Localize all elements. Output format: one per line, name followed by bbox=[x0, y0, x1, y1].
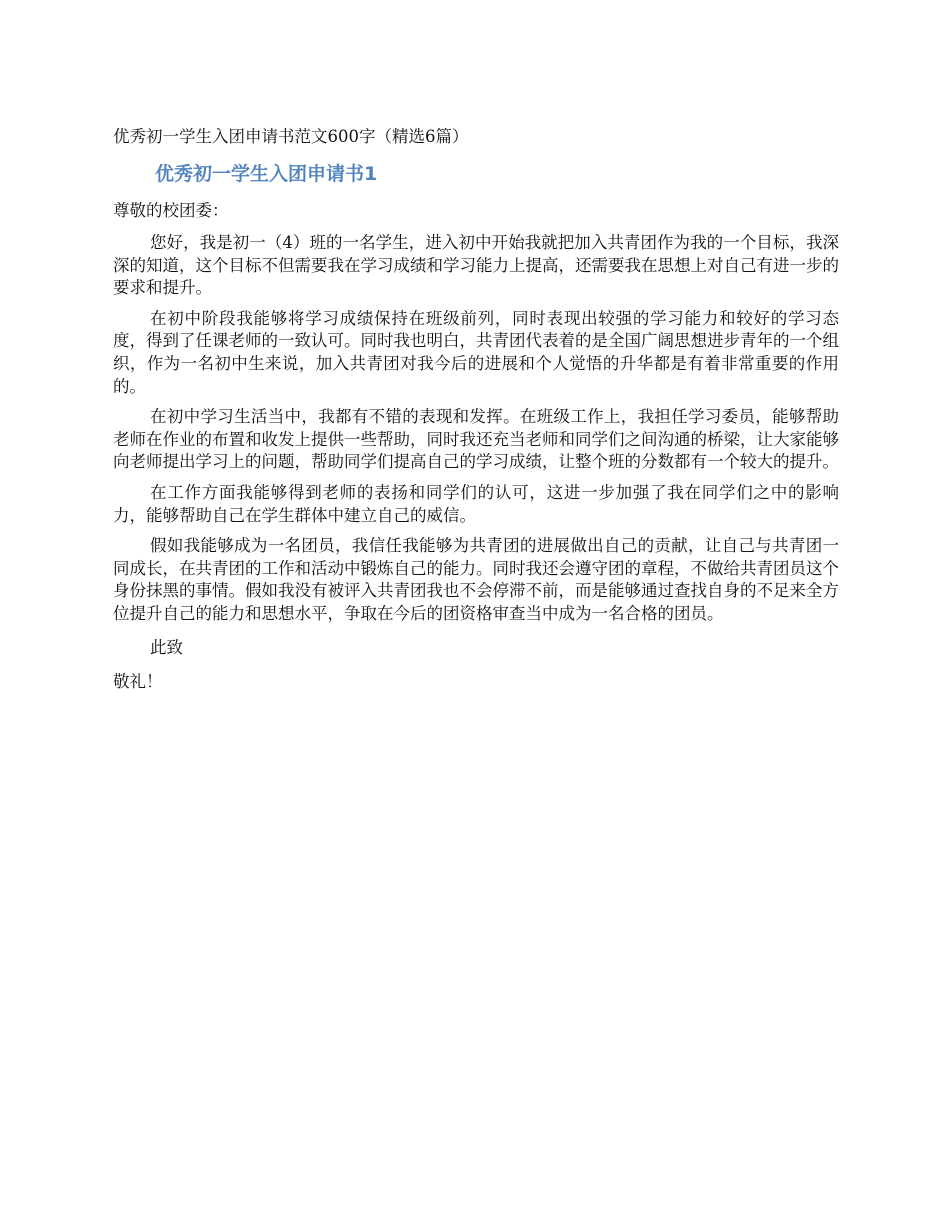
document-body bbox=[113, 124, 839, 694]
paragraph: 在初中学习生活当中，我都有不错的表现和发挥。在班级工作上，我担任学习委员，能够帮助老师在作业的布置和收发上提供一些帮助，同时我还充当老师和同学们之间沟通的桥梁，让大家能够向老师提出学习上的问题，帮助同学们提高自己的学习成绩，让整个班的分数都有一个较大的提升。 bbox=[113, 407, 839, 472]
regards-line: 敬礼！ bbox=[113, 671, 163, 691]
paragraph: 在初中阶段我能够将学习成绩保持在班级前列，同时表现出较强的学习能力和较好的学习态度，得到了任课老师的一致认可。同时我也明白，共青团代表着的是全国广阔思想进步青年的一个组织，作为一名初中生来说，加入共青团对我今后的进展和个人觉悟的升华都是有着非常重要的作用的。 bbox=[113, 308, 839, 396]
paragraph: 您好，我是初一（4）班的一名学生，进入初中开始我就把加入共青团作为我的一个目标，我深深的知道，这个目标不但需要我在学习成绩和学习能力上提高，还需要我在思想上对自己有进一步的要求和提升。 bbox=[113, 233, 839, 298]
section-heading: 优秀初一学生入团申请书1 bbox=[155, 163, 378, 185]
closing-line: 此致 bbox=[150, 637, 183, 657]
salutation: 尊敬的校团委： bbox=[113, 201, 229, 220]
document-title: 优秀初一学生入团申请书范文600字（精选6篇） bbox=[113, 127, 469, 146]
paragraph: 假如我能够成为一名团员，我信任我能够为共青团的进展做出自己的贡献，让自己与共青团一同成长，在共青团的工作和活动中锻炼自己的能力。同时我还会遵守团的章程，不做给共青团员这个身份抹黑的事情。假如我没有被评入共青团我也不会停滞不前，而是能够通过查找自身的不足来全方位提升自己的能力和思想水平，争取在今后的团资格审查当中成为一名合格的团员。 bbox=[113, 536, 839, 623]
paragraph: 在工作方面我能够得到老师的表扬和同学们的认可，这进一步加强了我在同学们之中的影响力，能够帮助自己在学生群体中建立自己的威信。 bbox=[113, 482, 839, 525]
